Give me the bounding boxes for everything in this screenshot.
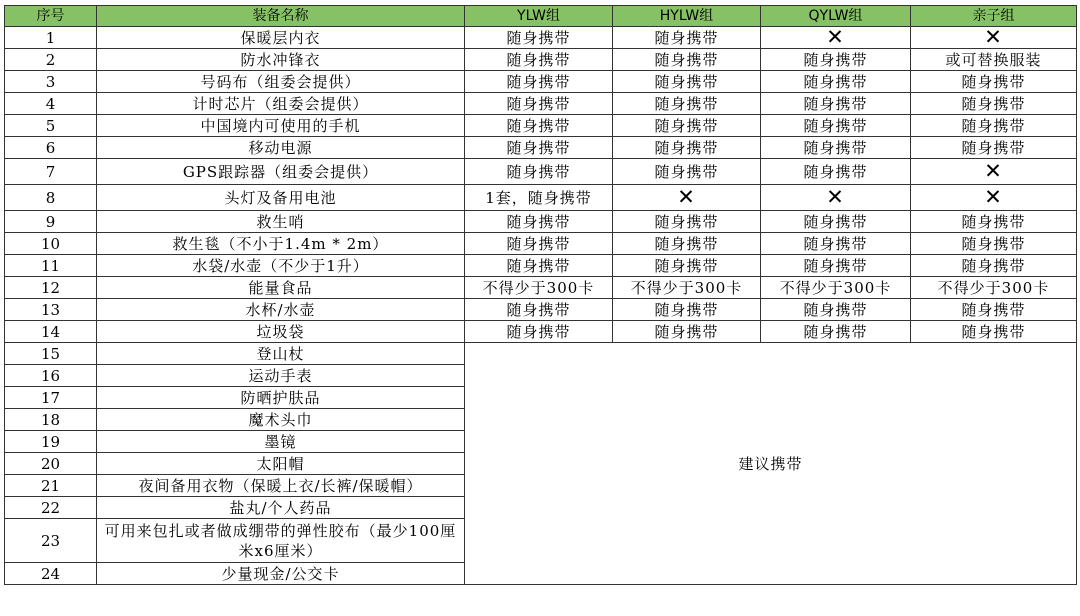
row-number[interactable]: 6 [5, 137, 97, 159]
cross-icon: ✕ [984, 158, 1003, 183]
col-ylw-cell[interactable]: 随身携带 [465, 233, 613, 255]
col-hylw-cell[interactable] [613, 185, 761, 211]
row-number[interactable]: 16 [5, 365, 97, 387]
col-family-cell[interactable] [911, 27, 1077, 49]
equipment-name[interactable]: 计时芯片（组委会提供） [97, 93, 465, 115]
cross-icon: ✕ [826, 184, 845, 209]
equipment-name[interactable]: 太阳帽 [97, 453, 465, 475]
col-qylw-cell[interactable]: 不得少于300卡 [761, 277, 911, 299]
row-number[interactable]: 24 [5, 563, 97, 585]
table-row [5, 93, 1077, 115]
table-row [5, 321, 1077, 343]
col-hylw-cell[interactable]: 随身携带 [613, 137, 761, 159]
col-qylw-cell[interactable]: 随身携带 [761, 49, 911, 71]
table-row [5, 299, 1077, 321]
col-ylw-cell[interactable]: 随身携带 [465, 299, 613, 321]
equipment-name[interactable]: 救生哨 [97, 211, 465, 233]
row-number[interactable]: 7 [5, 159, 97, 185]
col-ylw-cell[interactable]: 1套，随身携带 [465, 185, 613, 211]
cross-icon: ✕ [984, 184, 1003, 209]
table-row [5, 49, 1077, 71]
table-row [5, 137, 1077, 159]
header-qylw[interactable]: QYLW组 [761, 6, 911, 27]
equipment-name[interactable]: 墨镜 [97, 431, 465, 453]
col-hylw-cell[interactable]: 随身携带 [613, 299, 761, 321]
row-number[interactable]: 22 [5, 497, 97, 519]
header-row [5, 6, 1077, 27]
col-qylw-cell[interactable]: 随身携带 [761, 299, 911, 321]
equipment-name[interactable]: 可用来包扎或者做成绷带的弹性胶布（最少100厘米x6厘米） [97, 519, 465, 563]
row-number[interactable]: 2 [5, 49, 97, 71]
equipment-name[interactable]: 水袋/水壶（不少于1升） [97, 255, 465, 277]
equipment-name[interactable]: 中国境内可使用的手机 [97, 115, 465, 137]
col-qylw-cell[interactable]: 随身携带 [761, 71, 911, 93]
header-name[interactable]: 装备名称 [97, 6, 465, 27]
col-hylw-cell[interactable]: 随身携带 [613, 233, 761, 255]
equipment-name[interactable]: 头灯及备用电池 [97, 185, 465, 211]
col-family-cell[interactable]: 随身携带 [911, 93, 1077, 115]
col-qylw-cell[interactable]: 随身携带 [761, 93, 911, 115]
col-family-cell[interactable]: 随身携带 [911, 115, 1077, 137]
row-number[interactable]: 21 [5, 475, 97, 497]
col-qylw-cell[interactable]: 随身携带 [761, 255, 911, 277]
col-ylw-cell[interactable]: 随身携带 [465, 255, 613, 277]
col-qylw-cell[interactable]: 随身携带 [761, 159, 911, 185]
col-ylw-cell[interactable]: 随身携带 [465, 115, 613, 137]
col-ylw-cell[interactable]: 随身携带 [465, 49, 613, 71]
row-number[interactable]: 17 [5, 387, 97, 409]
suggested-note-cell[interactable]: 建议携带 [465, 343, 1077, 585]
table-row [5, 255, 1077, 277]
table-row [5, 211, 1077, 233]
row-number[interactable]: 14 [5, 321, 97, 343]
col-family-cell[interactable]: 随身携带 [911, 233, 1077, 255]
col-hylw-cell[interactable]: 随身携带 [613, 49, 761, 71]
table-row [5, 277, 1077, 299]
col-ylw-cell[interactable]: 随身携带 [465, 27, 613, 49]
equipment-name[interactable]: 防晒护肤品 [97, 387, 465, 409]
row-number[interactable]: 5 [5, 115, 97, 137]
col-family-cell[interactable]: 随身携带 [911, 137, 1077, 159]
col-qylw-cell[interactable]: 随身携带 [761, 115, 911, 137]
col-qylw-cell[interactable]: 随身携带 [761, 321, 911, 343]
table-row [5, 27, 1077, 49]
equipment-name[interactable]: 少量现金/公交卡 [97, 563, 465, 585]
equipment-name[interactable]: 盐丸/个人药品 [97, 497, 465, 519]
row-number[interactable]: 15 [5, 343, 97, 365]
cross-icon: ✕ [984, 26, 1003, 49]
row-number[interactable]: 9 [5, 211, 97, 233]
header-family[interactable]: 亲子组 [911, 6, 1077, 27]
col-ylw-cell[interactable]: 随身携带 [465, 159, 613, 185]
equipment-name[interactable]: 垃圾袋 [97, 321, 465, 343]
equipment-name[interactable]: 水杯/水壶 [97, 299, 465, 321]
row-number[interactable]: 1 [5, 27, 97, 49]
table-row [5, 233, 1077, 255]
col-ylw-cell[interactable]: 随身携带 [465, 211, 613, 233]
equipment-name[interactable]: 号码布（组委会提供） [97, 71, 465, 93]
col-hylw-cell[interactable]: 随身携带 [613, 255, 761, 277]
cross-icon: ✕ [677, 184, 696, 209]
equipment-name[interactable]: 能量食品 [97, 277, 465, 299]
equipment-name[interactable]: 登山杖 [97, 343, 465, 365]
row-number[interactable]: 23 [5, 519, 97, 563]
equipment-name[interactable]: 夜间备用衣物（保暖上衣/长裤/保暖帽） [97, 475, 465, 497]
col-hylw-cell[interactable]: 随身携带 [613, 211, 761, 233]
col-family-cell[interactable]: 随身携带 [911, 71, 1077, 93]
equipment-name[interactable]: 救生毯（不小于1.4m * 2m） [97, 233, 465, 255]
row-number[interactable]: 10 [5, 233, 97, 255]
row-number[interactable]: 13 [5, 299, 97, 321]
row-number[interactable]: 19 [5, 431, 97, 453]
col-family-cell[interactable]: 随身携带 [911, 299, 1077, 321]
table-row [5, 159, 1077, 185]
col-hylw-cell[interactable]: 不得少于300卡 [613, 277, 761, 299]
row-number[interactable]: 4 [5, 93, 97, 115]
col-ylw-cell[interactable]: 随身携带 [465, 137, 613, 159]
col-hylw-cell[interactable]: 随身携带 [613, 321, 761, 343]
col-hylw-cell[interactable]: 随身携带 [613, 71, 761, 93]
table-row [5, 115, 1077, 137]
col-qylw-cell[interactable]: 随身携带 [761, 233, 911, 255]
header-hylw[interactable]: HYLW组 [613, 6, 761, 27]
row-number[interactable]: 12 [5, 277, 97, 299]
col-family-cell[interactable]: 不得少于300卡 [911, 277, 1077, 299]
row-number[interactable]: 3 [5, 71, 97, 93]
col-family-cell[interactable]: 随身携带 [911, 211, 1077, 233]
col-hylw-cell[interactable]: 随身携带 [613, 115, 761, 137]
equipment-name[interactable]: 运动手表 [97, 365, 465, 387]
col-ylw-cell[interactable]: 随身携带 [465, 321, 613, 343]
table-row [5, 343, 1077, 365]
col-hylw-cell[interactable]: 随身携带 [613, 159, 761, 185]
equipment-name[interactable]: 魔术头巾 [97, 409, 465, 431]
table-row [5, 71, 1077, 93]
col-hylw-cell[interactable]: 随身携带 [613, 27, 761, 49]
col-family-cell[interactable]: 随身携带 [911, 321, 1077, 343]
col-ylw-cell[interactable]: 不得少于300卡 [465, 277, 613, 299]
col-family-cell[interactable] [911, 185, 1077, 211]
equipment-table [4, 5, 1077, 585]
col-qylw-cell[interactable] [761, 185, 911, 211]
col-family-cell[interactable]: 随身携带 [911, 255, 1077, 277]
col-ylw-cell[interactable]: 随身携带 [465, 71, 613, 93]
col-qylw-cell[interactable]: 随身携带 [761, 137, 911, 159]
header-no[interactable]: 序号 [5, 6, 97, 27]
col-hylw-cell[interactable]: 随身携带 [613, 93, 761, 115]
row-number[interactable]: 20 [5, 453, 97, 475]
col-qylw-cell[interactable]: 随身携带 [761, 211, 911, 233]
cross-icon: ✕ [826, 26, 845, 49]
equipment-name[interactable]: GPS跟踪器（组委会提供） [97, 159, 465, 185]
equipment-name[interactable]: 防水冲锋衣 [97, 49, 465, 71]
col-ylw-cell[interactable]: 随身携带 [465, 93, 613, 115]
row-number[interactable]: 11 [5, 255, 97, 277]
equipment-name[interactable]: 保暖层内衣 [97, 27, 465, 49]
row-number[interactable]: 8 [5, 185, 97, 211]
table-row [5, 185, 1077, 211]
header-ylw[interactable]: YLW组 [465, 6, 613, 27]
col-family-cell[interactable]: 或可替换服装 [911, 49, 1077, 71]
row-number[interactable]: 18 [5, 409, 97, 431]
equipment-name[interactable]: 移动电源 [97, 137, 465, 159]
col-family-cell[interactable] [911, 159, 1077, 185]
col-qylw-cell[interactable] [761, 27, 911, 49]
